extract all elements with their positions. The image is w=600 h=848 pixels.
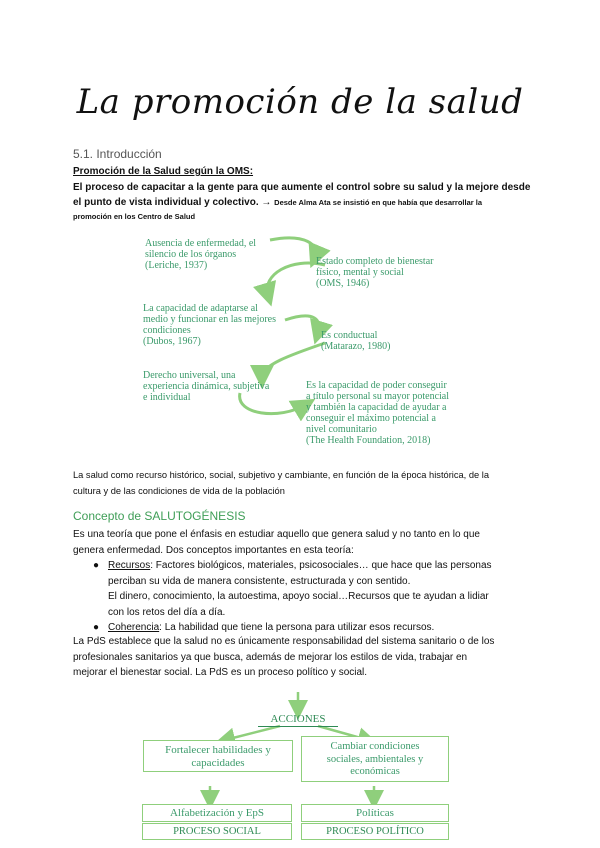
bullet-text: : La habilidad que tiene la persona para utilizar esos recursos.	[159, 622, 435, 633]
arrow-to-left	[225, 726, 280, 740]
resource-line-1: La salud como recurso histórico, social, subjetivo y cambiante, en función de la época histórica, de la	[73, 470, 490, 480]
definition-line: medio y funcionar en las mejores	[143, 314, 277, 325]
definition-line: físico, mental y social	[316, 267, 404, 278]
definition-line: (OMS, 1946)	[316, 278, 370, 289]
definition-line: (The Health Foundation, 2018)	[306, 435, 431, 446]
definition-line: (Leriche, 1937)	[145, 260, 208, 271]
definition-line: nivel comunitario	[306, 424, 377, 435]
politicas-box: Políticas	[301, 804, 449, 822]
definition-line: a título personal su mayor potencial	[306, 391, 450, 402]
definition-line: La capacidad de adaptarse al	[143, 303, 258, 314]
resource-line-2: cultura y de las condiciones de vida de la población	[73, 485, 285, 496]
alfabetizacion-box: Alfabetización y EpS	[142, 804, 292, 822]
acciones-label: ACCIONES	[258, 712, 338, 727]
pds-line-1: La PdS establece que la salud no es únicamente responsabilidad del sistema sanitario o de los	[73, 636, 495, 647]
page-title: La promoción de la salud	[76, 82, 524, 122]
box-line: económicas	[350, 766, 400, 777]
oms-line-3: promoción en los Centro de Salud	[73, 211, 196, 221]
section-heading: 5.1. Introducción	[73, 147, 162, 161]
definition-1	[145, 238, 256, 271]
definitions-arrows	[0, 225, 600, 430]
definition-line: Estado completo de bienestar	[316, 256, 434, 267]
box-line: capacidades	[191, 757, 245, 769]
bullet-label: Recursos	[108, 560, 151, 571]
oms-line-1: El proceso de capacitar a la gente para que aumente el control sobre su salud y la mejore desde	[73, 181, 531, 193]
proceso-politico-label: PROCESO POLÍTICO	[301, 823, 449, 840]
bullet-continuation: perciban su vida de manera consistente, estructurada y con sentido.	[108, 575, 411, 587]
pds-paragraph	[73, 634, 543, 681]
definition-line: experiencia dinámica, subjetiva	[143, 381, 270, 392]
definition-line: (Matarazo, 1980)	[321, 341, 391, 352]
definition-line: Ausencia de enfermedad, el	[145, 238, 257, 249]
oms-line-2-small: Desde Alma Ata se insistió en que había que desarrollar la	[274, 198, 483, 207]
bullet-continuation: con los retos del día a día.	[108, 606, 226, 618]
salutogenesis-line-2: genera enfermedad. Dos conceptos importantes en esta teoría:	[73, 544, 354, 556]
definition-line: e individual	[143, 392, 191, 403]
definition-line: silencio de los órganos	[145, 249, 237, 260]
salutogenesis-heading: Concepto de SALUTOGÉNESIS	[73, 509, 246, 523]
oms-line-2-main: el punto de vista individual y colectivo. →	[73, 197, 272, 208]
definition-line: Es conductual	[321, 330, 378, 341]
oms-line-2	[73, 195, 533, 211]
arrow-1	[270, 238, 316, 257]
definition-line: condiciones	[143, 325, 191, 336]
definition-4	[321, 330, 390, 352]
definition-line: Derecho universal, una	[143, 370, 236, 381]
arrow-4	[262, 343, 325, 377]
bullet-label: Coherencia	[108, 622, 160, 633]
cambiar-box	[301, 736, 449, 782]
salutogenesis-intro	[73, 527, 543, 558]
definition-line: conseguir el máximo potencial a	[306, 413, 436, 424]
proceso-social-label: PROCESO SOCIAL	[142, 823, 292, 840]
bullet-text: : Factores biológicos, materiales, psicosociales… que hace que las personas	[150, 560, 492, 571]
box-line: Fortalecer habilidades y	[165, 744, 271, 756]
resource-paragraph	[73, 468, 543, 499]
box-line: sociales, ambientales y	[326, 753, 424, 765]
box-line: Cambiar condiciones	[330, 741, 420, 752]
bullet-icon: ●	[93, 622, 100, 633]
pds-line-2: profesionales sanitarios ya que busca, además de mejorar los estilos de vida, trabajar en	[73, 651, 468, 663]
pds-line-3: mejorar el bienestar social. La PdS es un proceso político y social.	[73, 667, 368, 678]
fortalecer-box	[143, 740, 293, 772]
oms-heading: Promoción de la Salud según la OMS:	[73, 166, 254, 177]
definition-5	[143, 370, 269, 403]
oms-block	[73, 164, 533, 223]
definition-line: Es la capacidad de poder conseguir	[306, 380, 447, 391]
definition-line: (Dubos, 1967)	[143, 336, 201, 347]
definition-3	[143, 303, 276, 347]
definition-2	[316, 256, 433, 289]
definition-line: y también la capacidad de ayudar a	[306, 402, 447, 413]
arrow-3	[285, 316, 319, 333]
definition-6	[306, 380, 449, 446]
bullet-continuation: El dinero, conocimiento, la autoestima, apoyo social…Recursos que te ayudan a lidiar	[108, 591, 489, 602]
salutogenesis-line-1: Es una teoría que pone el énfasis en estudiar aquello que genera salud y no tanto en lo que	[73, 529, 480, 540]
bullet-item-recursos	[93, 558, 543, 620]
salutogenesis-list	[93, 558, 543, 636]
bullet-icon: ●	[93, 560, 100, 571]
